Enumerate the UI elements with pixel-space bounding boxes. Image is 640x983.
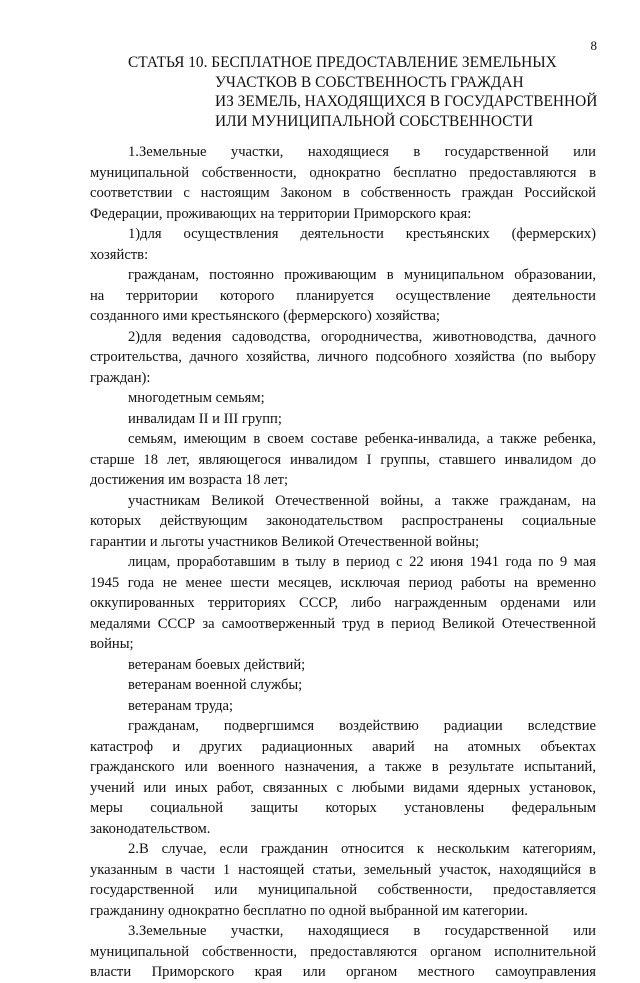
paragraph-line: указанным в части 1 настоящей статьи, земельный участок, находящийся в [90, 861, 596, 878]
paragraph-line: Федерации, проживающих на территории Приморского края: [90, 205, 472, 222]
paragraph-line: 1945 года не менее шести месяцев, исключая период работы на временно [90, 574, 596, 591]
paragraph-line: лицам, проработавшим в тылу в период с 22 июня 1941 года по 9 мая [128, 554, 596, 570]
paragraph-line: гражданам, постоянно проживающим в муниципальном образовании, [128, 267, 596, 283]
paragraph-line: катастроф и других радиационных аварий на атомных объектах [90, 738, 596, 755]
paragraph-line: законодательством. [90, 820, 211, 837]
paragraph-line: 1.Земельные участки, находящиеся в государственной или [128, 144, 596, 160]
paragraph-line: муниципальной собственности, предоставляются органом исполнительной [90, 943, 596, 960]
paragraph [90, 491, 596, 553]
paragraph-line: строительства, дачного хозяйства, личного подсобного хозяйства (по выбору [90, 349, 596, 365]
paragraph-line: гражданского или военного назначения, а также в результате испытаний, [90, 759, 596, 775]
paragraph [90, 716, 596, 839]
paragraph-line: ветеранам военной службы; [128, 677, 303, 693]
article-title-line: УЧАСТКОВ В СОБСТВЕННОСТЬ ГРАЖДАН [215, 73, 524, 91]
article-title [128, 53, 598, 131]
paragraph [90, 696, 596, 717]
paragraph [90, 675, 596, 696]
paragraph-line: на территории которого планируется осуществление деятельности [90, 287, 596, 304]
paragraph [90, 265, 596, 327]
paragraph-line: медалями СССР за самоотверженный труд в период Великой Отечественной [90, 615, 596, 632]
paragraph-line: войны; [90, 636, 134, 652]
paragraph-line: достижения им возраста 18 лет; [90, 472, 289, 488]
paragraph-line: 2.В случае, если гражданин относится к нескольким категориям, [128, 841, 596, 857]
paragraph-line: 2)для ведения садоводства, огородничества, животноводства, дачного [128, 328, 596, 345]
paragraph-line: власти Приморского края или органом местного самоуправления [90, 964, 596, 980]
paragraph-line: оккупированных территориях СССР, либо награжденным орденами или [90, 595, 596, 611]
paragraph [90, 409, 596, 430]
paragraph-line: которых действующим законодательством распространены социальные [90, 513, 596, 529]
article-body [90, 142, 596, 983]
article-title-line: ИЗ ЗЕМЕЛЬ, НАХОДЯЩИХСЯ В ГОСУДАРСТВЕННОЙ [215, 93, 598, 110]
paragraph-line: учений или иных работ, связанных с любыми видами ядерных установок, [90, 779, 596, 796]
paragraph-line: многодетным семьям; [128, 390, 265, 406]
article-title-line: СТАТЬЯ 10. БЕСПЛАТНОЕ ПРЕДОСТАВЛЕНИЕ ЗЕМЕЛЬНЫХ [128, 54, 557, 71]
paragraph-line: инвалидам II и III групп; [128, 410, 282, 427]
article-title-line: ИЛИ МУНИЦИПАЛЬНОЙ СОБСТВЕННОСТИ [215, 112, 534, 130]
paragraph-line: гражданину однократно бесплатно по одной выбранной им категории. [90, 902, 528, 919]
paragraph-line: соответствии с настоящим Законом в собственность граждан Российской [90, 185, 596, 201]
paragraph-line: ветеранам труда; [128, 697, 234, 714]
paragraph-line: гражданам, подвергшимся воздействию радиации вследствие [128, 718, 596, 734]
paragraph-line: гарантии и льготы участников Великой Отечественной войны; [90, 533, 480, 550]
page-number: 8 [590, 38, 597, 53]
paragraph [90, 388, 596, 409]
paragraph-line: хозяйств: [90, 246, 149, 263]
paragraph [90, 552, 596, 655]
paragraph-line: меры социальной защиты которых установлены федеральным [90, 800, 596, 816]
paragraph-line: ветеранам боевых действий; [128, 656, 306, 673]
paragraph-line: старше 18 лет, являющегося инвалидом I группы, ставшего инвалидом до [90, 451, 596, 468]
paragraph [90, 429, 596, 491]
paragraph-line: граждан): [90, 369, 151, 386]
paragraph-line: государственной или муниципальной собственности, предоставляется [90, 882, 596, 898]
paragraph-line: участникам Великой Отечественной войны, а также гражданам, на [128, 492, 596, 509]
paragraph [90, 224, 596, 265]
paragraph-line: семьям, имеющим в своем составе ребенка-инвалида, а также ребенка, [128, 431, 596, 447]
paragraph-line: созданного ими крестьянского (фермерского) хозяйства; [90, 308, 440, 324]
paragraph [90, 839, 596, 921]
paragraph-line: муниципальной собственности, однократно бесплатно предоставляются в [90, 164, 596, 181]
paragraph-line: 1)для осуществления деятельности крестьянских (фермерских) [128, 226, 596, 242]
paragraph [90, 327, 596, 389]
paragraph [90, 655, 596, 676]
paragraph-line: 3.Земельные участки, находящиеся в государственной или [128, 923, 596, 939]
paragraph [90, 142, 596, 224]
paragraph [90, 921, 596, 983]
